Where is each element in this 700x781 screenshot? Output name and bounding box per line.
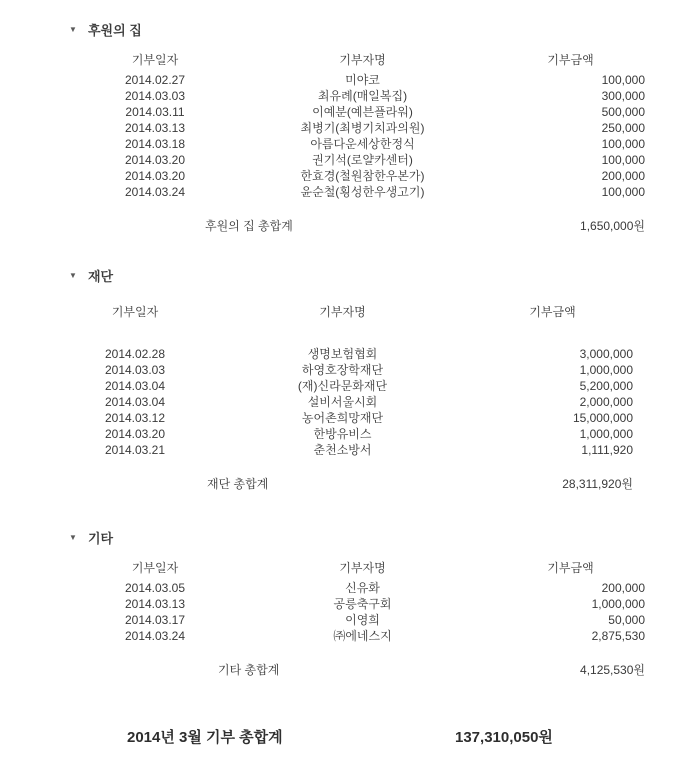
column-header-amount: 기부금액 <box>529 305 576 319</box>
section-total-label: 기타 총합계 <box>218 663 280 677</box>
donation-date: 2014.03.03 <box>124 89 186 103</box>
section-foundation <box>0 268 700 492</box>
donation-date: 2014.03.13 <box>124 597 186 611</box>
collapse-triangle-icon: ▼ <box>69 532 77 542</box>
section-total-row <box>207 476 633 492</box>
donation-date: 2014.03.03 <box>104 363 166 377</box>
table-row <box>95 184 645 200</box>
donation-report-page <box>0 22 700 744</box>
donation-amount: 200,000 <box>601 581 645 595</box>
donation-date: 2014.02.28 <box>104 347 166 361</box>
donor-name: 윤순철(횡성한우생고기) <box>300 185 425 199</box>
section-total-amount: 1,650,000원 <box>580 219 645 233</box>
donor-name: 최병기(최병기치과의원) <box>300 121 425 135</box>
column-header-name: 기부자명 <box>339 53 386 67</box>
donor-name: 신유화 <box>345 581 380 595</box>
table-row <box>95 628 645 644</box>
table-row <box>95 152 645 168</box>
column-header-date: 기부일자 <box>131 53 179 67</box>
donation-date: 2014.03.20 <box>124 153 186 167</box>
donation-amount: 2,000,000 <box>579 395 633 409</box>
section-total-amount: 28,311,920원 <box>562 477 633 491</box>
section-title: 후원의 집 <box>88 22 142 38</box>
table-row <box>75 346 633 362</box>
donor-name: 생명보험협회 <box>307 347 378 361</box>
table-row <box>95 136 645 152</box>
donation-amount: 100,000 <box>601 153 645 167</box>
donation-amount: 100,000 <box>601 185 645 199</box>
donor-name: 아름다운세상한정식 <box>310 137 415 151</box>
grand-total-amount: 137,310,050원 <box>455 729 553 746</box>
table-body <box>95 580 645 644</box>
section-house <box>0 22 700 234</box>
column-header-date: 기부일자 <box>111 305 159 319</box>
column-header-name: 기부자명 <box>319 305 366 319</box>
donation-date: 2014.03.05 <box>124 581 186 595</box>
section-total-amount: 4,125,530원 <box>580 663 645 677</box>
table-row <box>95 88 645 104</box>
table-row <box>95 104 645 120</box>
donor-name: 공릉축구회 <box>333 597 392 611</box>
donation-table <box>95 560 645 644</box>
donation-amount: 250,000 <box>601 121 645 135</box>
donation-amount: 1,000,000 <box>591 597 645 611</box>
donation-date: 2014.03.17 <box>124 613 186 627</box>
donation-amount: 500,000 <box>601 105 645 119</box>
column-header-amount: 기부금액 <box>547 53 594 67</box>
donor-name: 최유례(매일복집) <box>317 89 408 103</box>
table-row <box>75 362 633 378</box>
donation-date: 2014.03.21 <box>104 443 166 457</box>
column-header-amount: 기부금액 <box>547 561 594 575</box>
donor-name: 설비서울시회 <box>307 395 378 409</box>
collapse-triangle-icon: ▼ <box>69 270 77 280</box>
table-row <box>95 168 645 184</box>
column-header-name: 기부자명 <box>339 561 386 575</box>
donor-name: 한효경(철원참한우본가) <box>300 169 425 183</box>
table-header-row <box>95 560 645 576</box>
table-row <box>95 120 645 136</box>
donation-amount: 5,200,000 <box>579 379 633 393</box>
table-body <box>75 346 633 458</box>
donation-amount: 200,000 <box>601 169 645 183</box>
table-row <box>95 580 645 596</box>
donation-date: 2014.03.20 <box>104 427 166 441</box>
section-foundation-header[interactable] <box>0 268 700 282</box>
donation-table <box>75 304 633 458</box>
donation-amount: 300,000 <box>601 89 645 103</box>
section-etc <box>0 530 700 678</box>
donation-date: 2014.03.04 <box>104 379 166 393</box>
donor-name: 농어촌희망재단 <box>301 411 384 425</box>
table-row <box>75 394 633 410</box>
donation-date: 2014.03.18 <box>124 137 186 151</box>
collapse-triangle-icon: ▼ <box>69 24 77 34</box>
table-row <box>95 596 645 612</box>
donor-name: ㈜에네스지 <box>333 629 392 643</box>
donor-name: 이예분(예븐플라워) <box>312 105 413 119</box>
grand-total-label: 2014년 3월 기부 총합계 <box>127 729 283 746</box>
donation-amount: 1,000,000 <box>579 427 633 441</box>
column-header-date: 기부일자 <box>131 561 179 575</box>
section-title: 재단 <box>88 268 114 284</box>
section-total-row <box>205 218 645 234</box>
table-body <box>95 72 645 200</box>
grand-total-row <box>0 726 700 744</box>
section-total-label: 재단 총합계 <box>207 477 269 491</box>
table-row <box>95 612 645 628</box>
donation-amount: 100,000 <box>601 73 645 87</box>
donation-amount: 50,000 <box>608 613 645 627</box>
donation-date: 2014.03.11 <box>125 105 185 119</box>
section-total-row <box>218 662 645 678</box>
section-total-label: 후원의 집 총합계 <box>205 219 293 233</box>
donation-amount: 100,000 <box>601 137 645 151</box>
donation-amount: 3,000,000 <box>579 347 633 361</box>
donor-name: 춘천소방서 <box>313 443 372 457</box>
table-row <box>75 410 633 426</box>
donation-date: 2014.03.13 <box>124 121 186 135</box>
donation-date: 2014.03.04 <box>104 395 166 409</box>
table-row <box>75 378 633 394</box>
donation-amount: 1,000,000 <box>579 363 633 377</box>
donor-name: 한방유비스 <box>313 427 372 441</box>
donation-amount: 15,000,000 <box>572 411 633 425</box>
table-header-row <box>75 304 633 320</box>
table-row <box>75 426 633 442</box>
section-house-header[interactable] <box>0 22 700 36</box>
donor-name: 하영호장학재단 <box>301 363 384 377</box>
donor-name: 미야코 <box>345 73 380 87</box>
donation-date: 2014.03.20 <box>124 169 186 183</box>
table-row <box>95 72 645 88</box>
donation-date: 2014.03.24 <box>124 185 186 199</box>
donor-name: 권기석(로얄카센터) <box>312 153 413 167</box>
section-etc-header[interactable] <box>0 530 700 544</box>
donation-amount: 2,875,530 <box>591 629 645 643</box>
table-header-row <box>95 52 645 68</box>
donation-date: 2014.03.24 <box>124 629 186 643</box>
donation-date: 2014.02.27 <box>124 73 186 87</box>
section-title: 기타 <box>88 530 114 546</box>
donation-date: 2014.03.12 <box>104 411 166 425</box>
donor-name: 이영희 <box>345 613 380 627</box>
donation-table <box>95 52 645 200</box>
donation-amount: 1,111,920 <box>581 443 633 457</box>
donor-name: (재)신라문화재단 <box>297 379 388 393</box>
table-row <box>75 442 633 458</box>
